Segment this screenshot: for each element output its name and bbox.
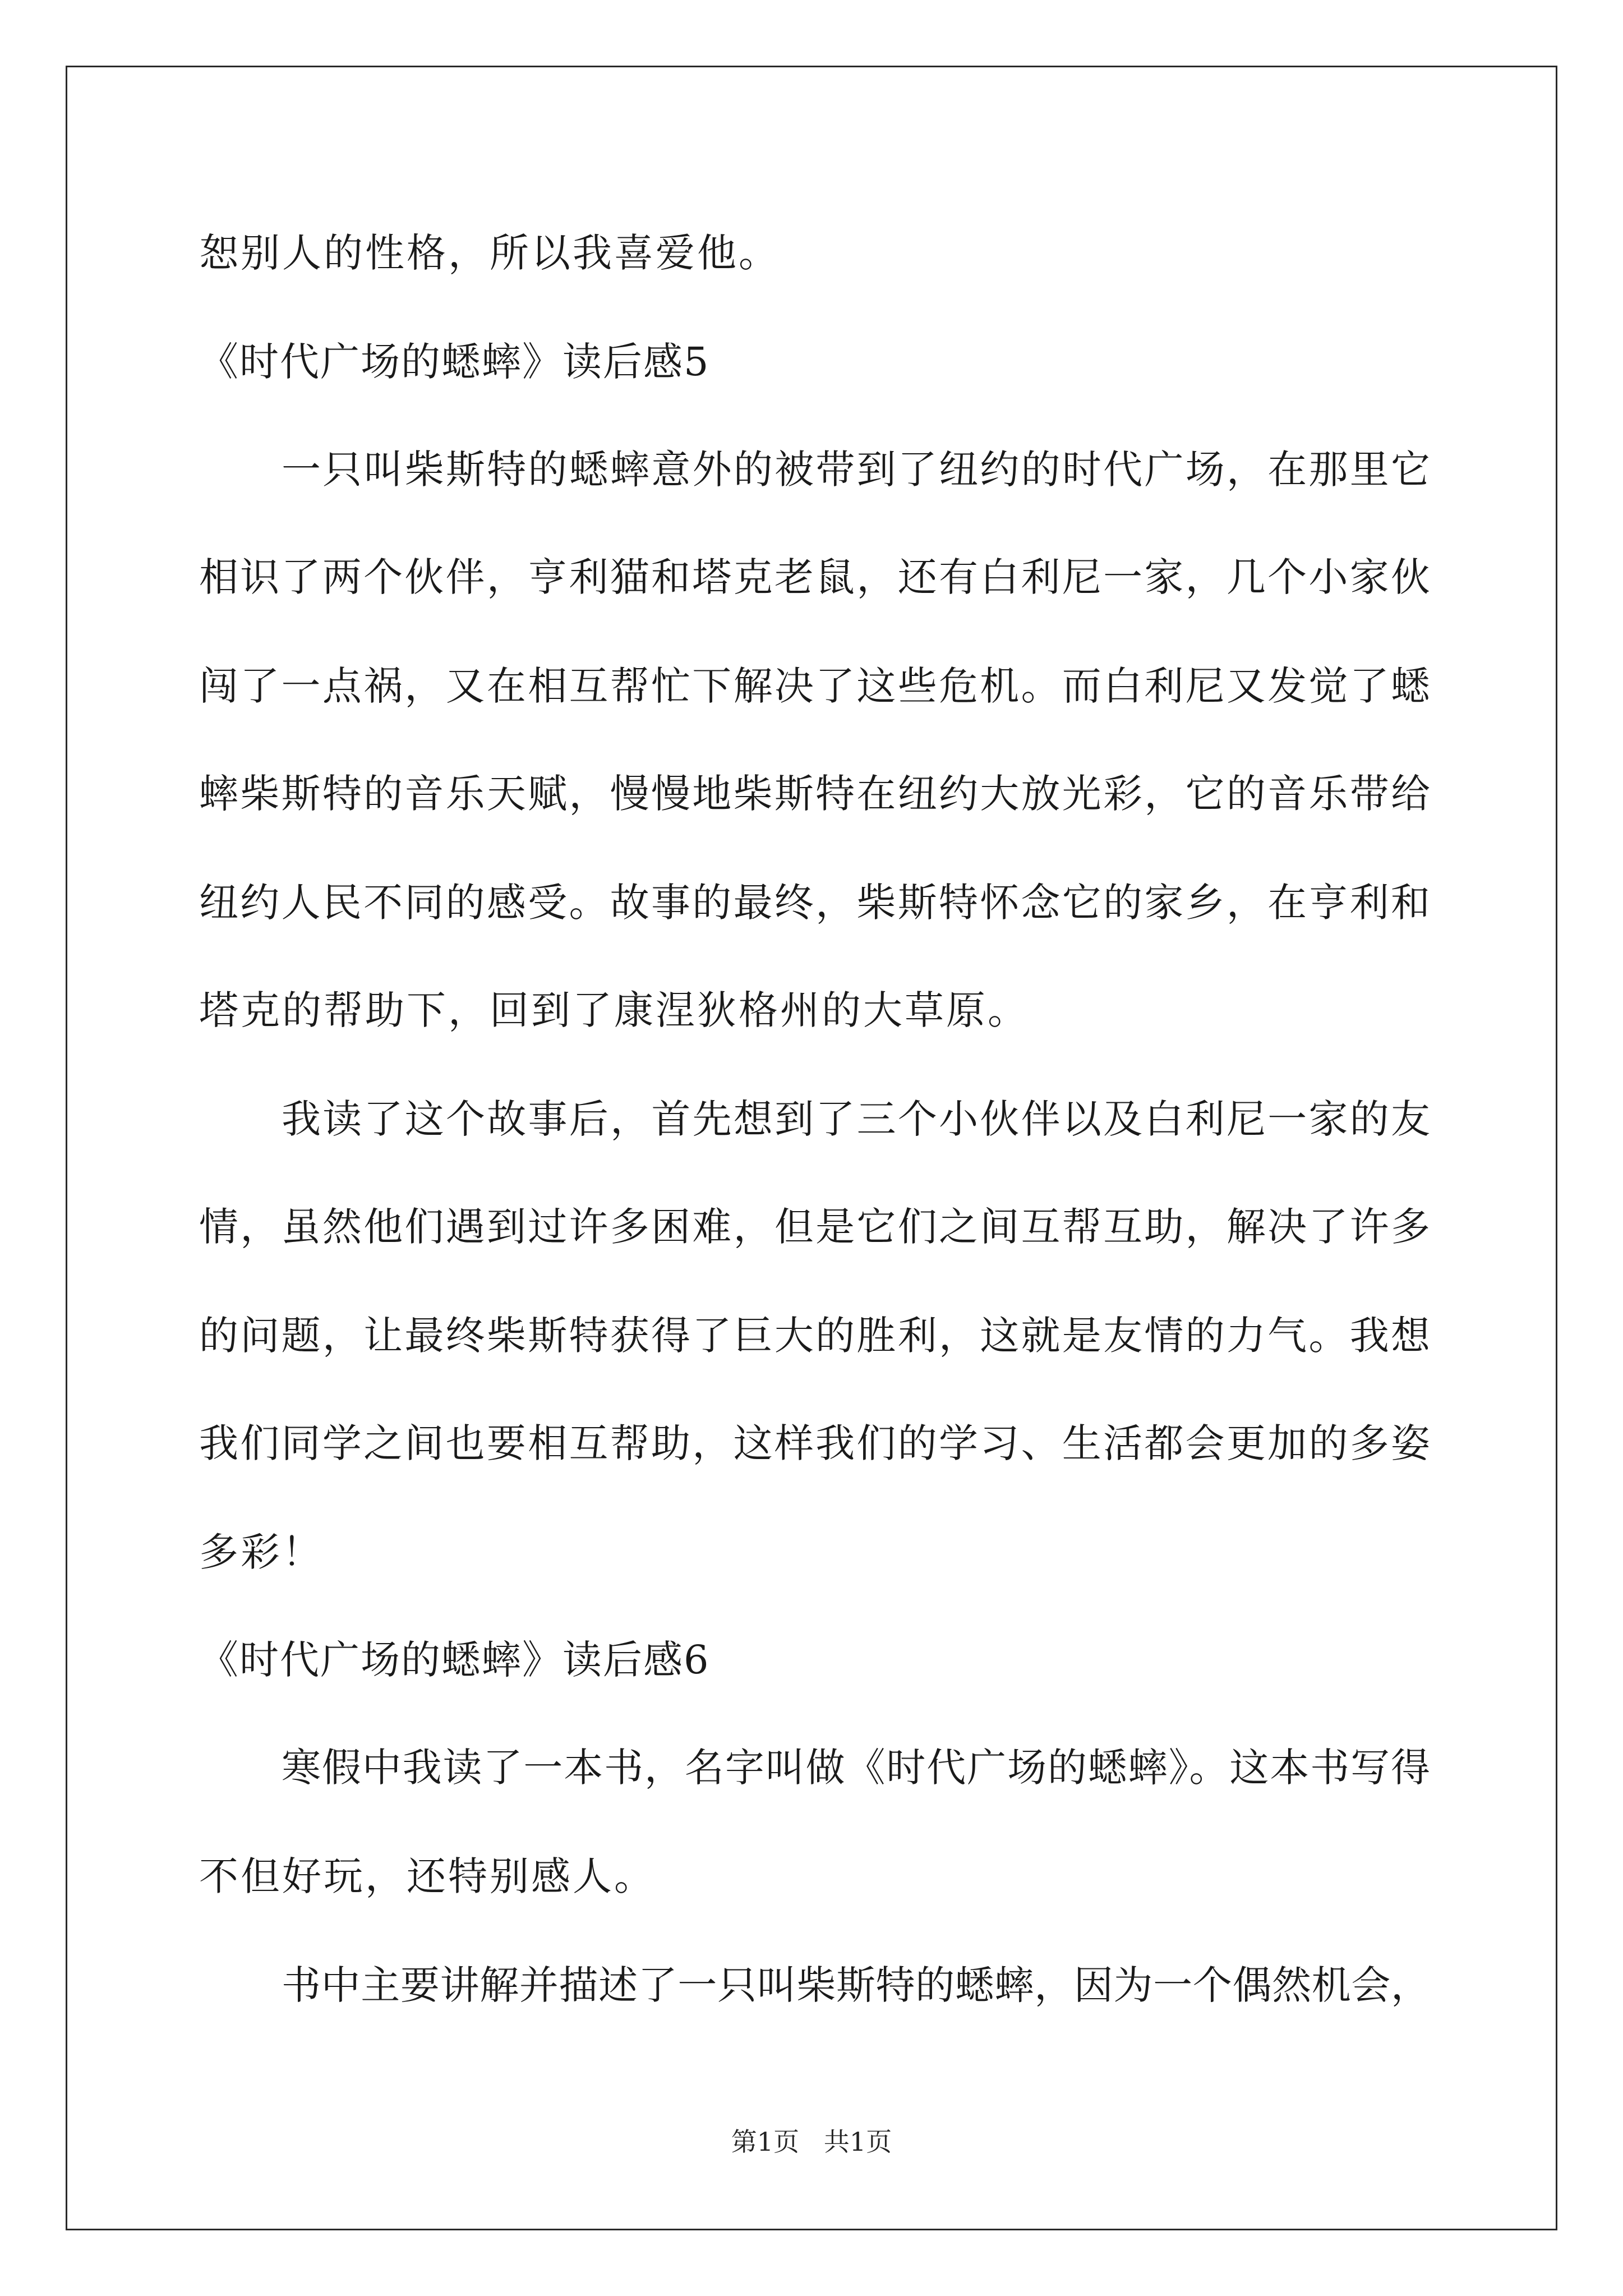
section-heading-5: 《时代广场的蟋蟀》读后感5 [199,339,710,385]
paragraph-line: 书中主要讲解并描述了一只叫柴斯特的蟋蟀，因为一个偶然机会， [282,1962,1430,2008]
paragraph-continuation-line: 恕别人的性格，所以我喜爱他。 [199,230,780,276]
paragraph-line: 我读了这个故事后，首先想到了三个小伙伴以及白利尼一家的友 [282,1096,1430,1142]
paragraph-line: 我们同学之间也要相互帮助，这样我们的学习、生活都会更加的多姿 [199,1420,1430,1466]
paragraph-line: 寒假中我读了一本书，名字叫做《时代广场的蟋蟀》。这本书写得 [282,1745,1430,1791]
page-number-footer: 第1页 共1页 [731,2127,892,2157]
paragraph-line: 的问题，让最终柴斯特获得了巨大的胜利，这就是友情的力气。我想 [199,1313,1430,1359]
paragraph-line: 蟀柴斯特的音乐天赋，慢慢地柴斯特在纽约大放光彩，它的音乐带给 [199,771,1430,817]
paragraph-line: 塔克的帮助下，回到了康涅狄格州的大草原。 [199,987,1029,1033]
paragraph-line: 闯了一点祸，又在相互帮忙下解决了这些危机。而白利尼又发觉了蟋 [199,663,1430,709]
paragraph-line: 多彩！ [199,1529,324,1575]
paragraph-line: 相识了两个伙伴，亨利猫和塔克老鼠，还有白利尼一家，几个小家伙 [199,554,1430,600]
paragraph-line: 纽约人民不同的感受。故事的最终，柴斯特怀念它的家乡，在亨利和 [199,880,1430,926]
paragraph-line: 情，虽然他们遇到过许多困难，但是它们之间互帮互助，解决了许多 [199,1204,1430,1250]
paragraph-line: 不但好玩，还特别感人。 [199,1853,656,1899]
section-heading-6: 《时代广场的蟋蟀》读后感6 [199,1637,710,1683]
paragraph-line: 一只叫柴斯特的蟋蟀意外的被带到了纽约的时代广场，在那里它 [282,447,1430,493]
page-border [66,66,1557,2230]
